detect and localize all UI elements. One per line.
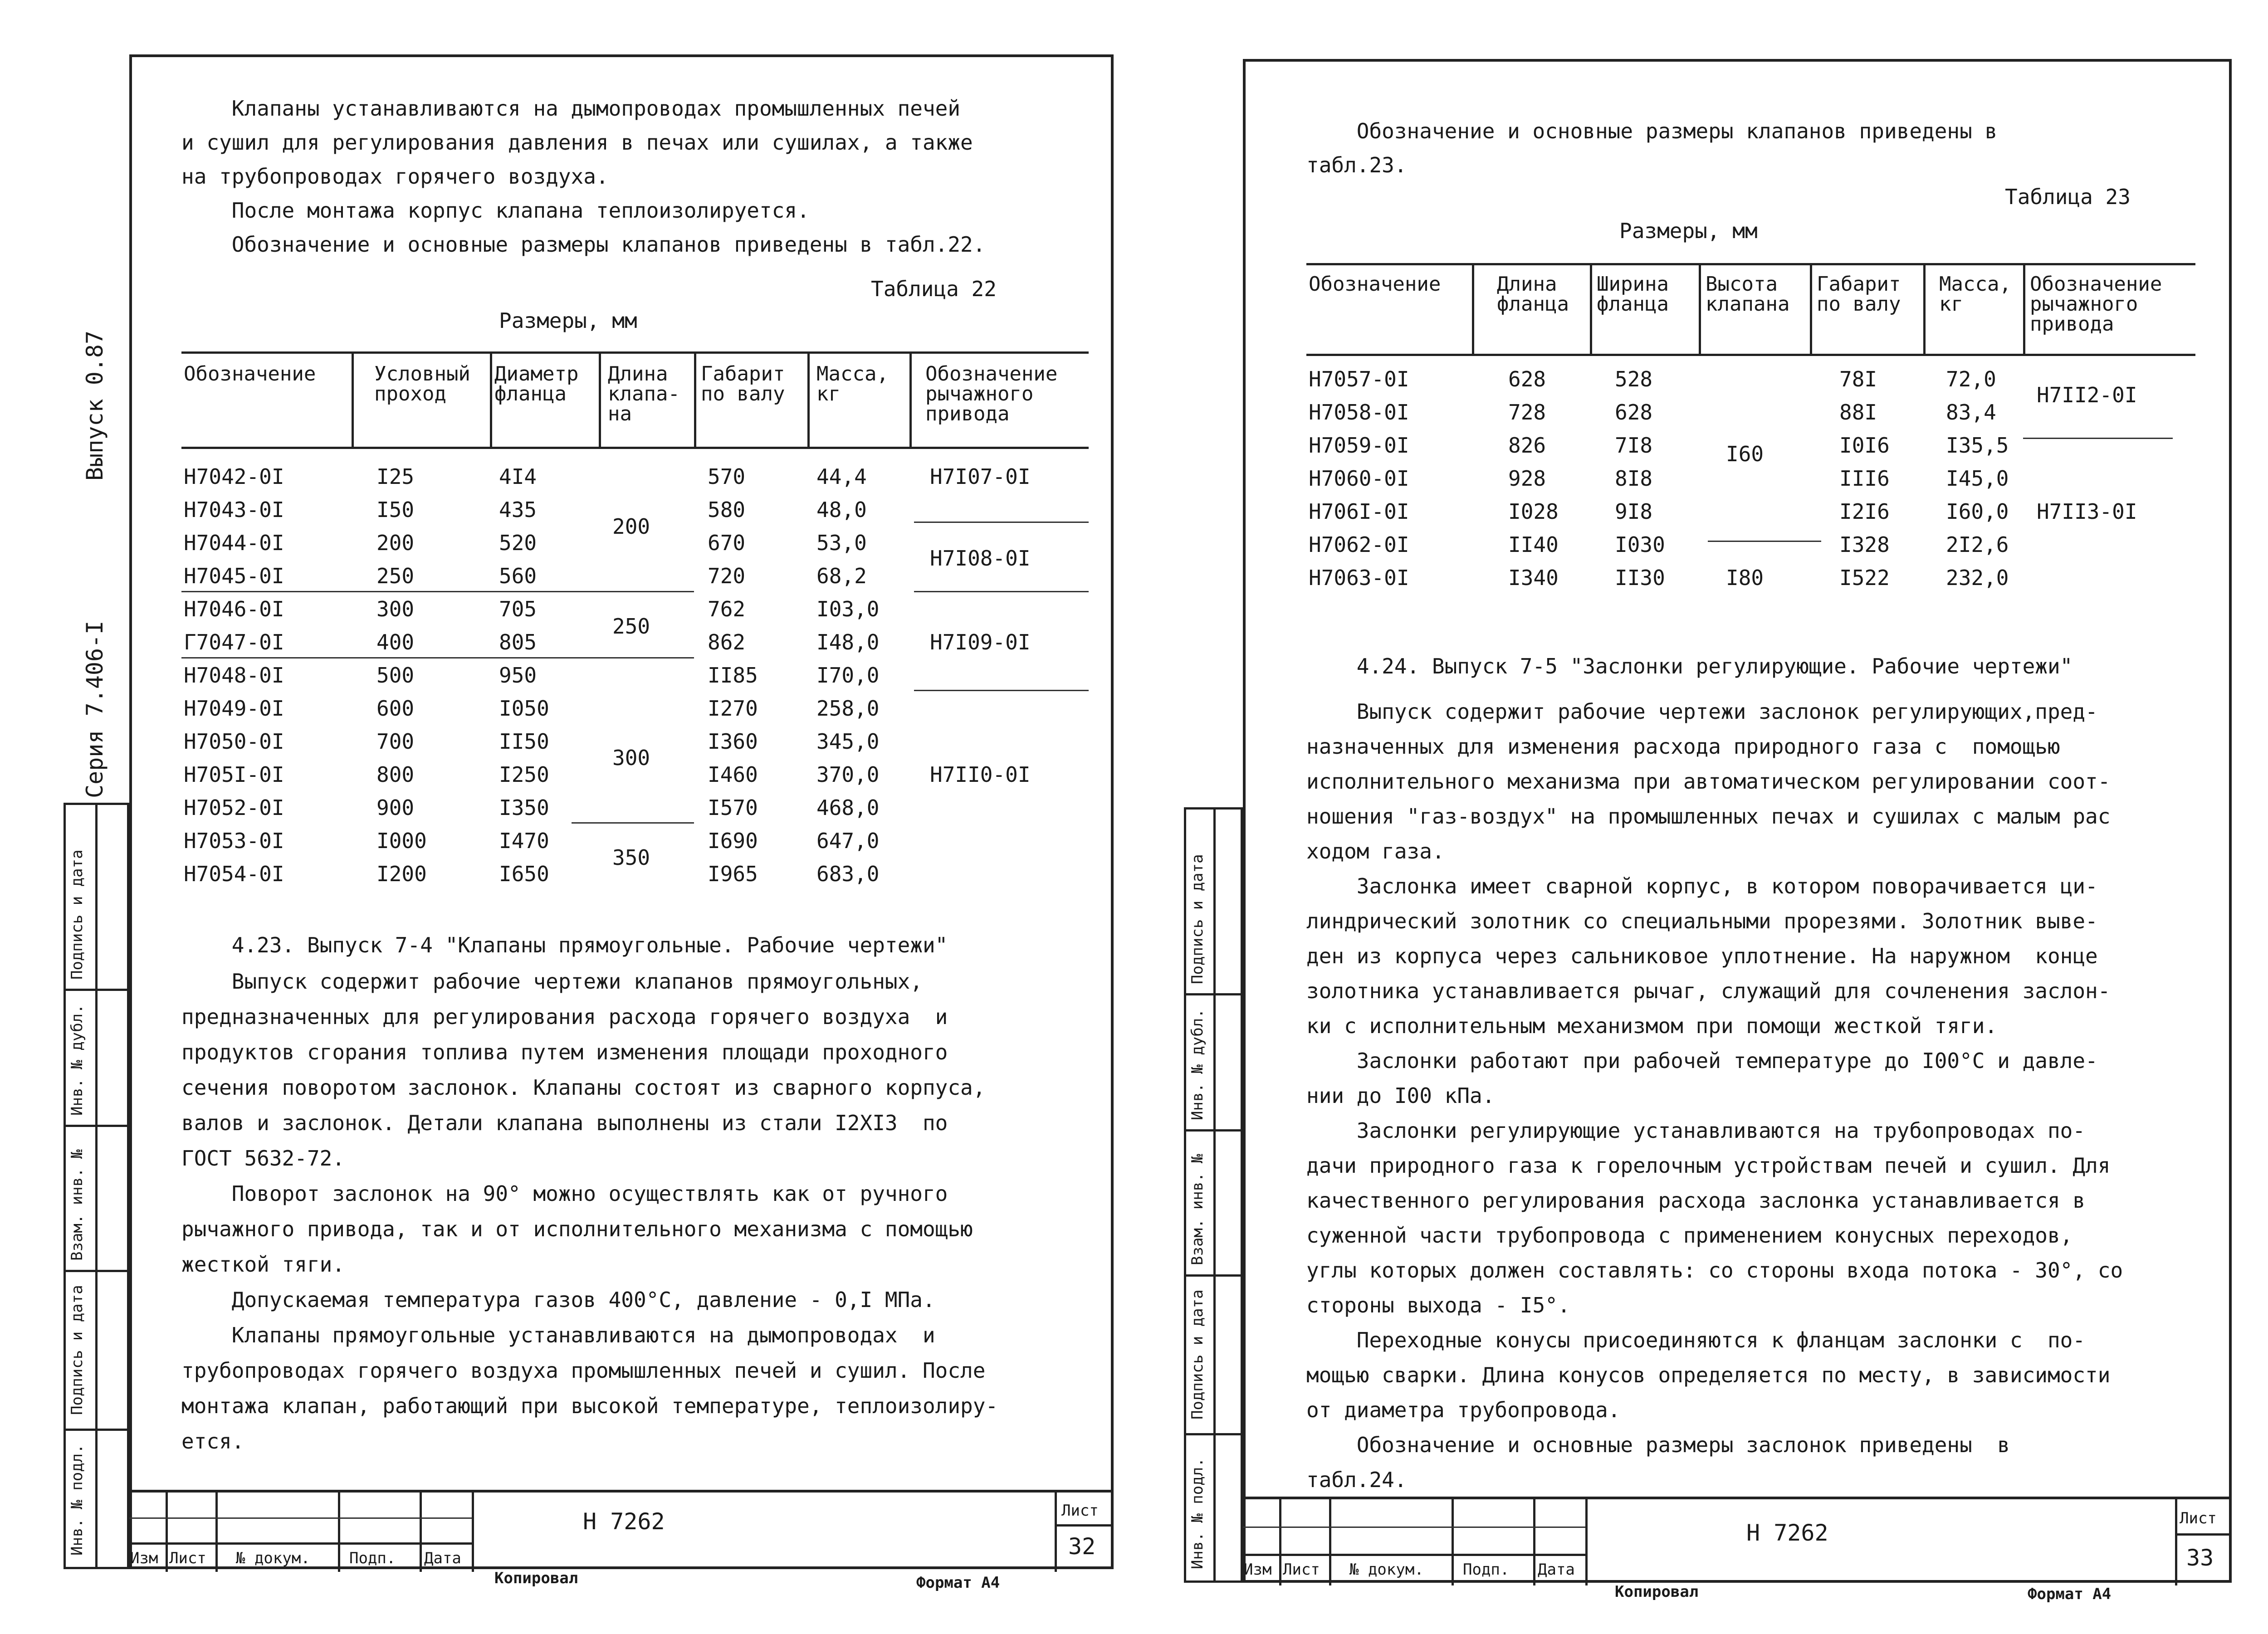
text-line: ки с исполнительным механизмом при помощи жесткой тяги. [1306, 1014, 1998, 1038]
text-line: ется. [181, 1429, 244, 1454]
cell-bore: 250 [376, 564, 415, 588]
cell-bore: 700 [376, 729, 415, 754]
cell-flange: 435 [499, 498, 537, 522]
cell-bore: 200 [376, 531, 415, 555]
stamp-doc-number: Н 7262 [1746, 1520, 1828, 1546]
cell-flange: 520 [499, 531, 537, 555]
stamp-col-doc: № докум. [1349, 1561, 1424, 1579]
th-valve-length: Длина клапа- на [608, 362, 680, 425]
cell-shaft: 762 [708, 597, 746, 621]
cell-designation: Н7049-0I [184, 696, 284, 721]
stamp-col-sign: Подп. [1463, 1561, 1510, 1579]
cell-shaft: I690 [708, 829, 758, 853]
cell-mass: I03,0 [816, 597, 880, 621]
stamp-sheet-label: Лист [2180, 1509, 2217, 1527]
left-format: Формат А4 [916, 1574, 1000, 1592]
cell-shaft: 88I [1839, 400, 1877, 424]
cell-designation: Н7043-0I [184, 498, 284, 522]
cell-mass: I35,5 [1946, 433, 2009, 458]
right-side-cell-1: Инв. № подл. [1188, 1458, 1207, 1569]
stamp-col-sheet: Лист [169, 1549, 206, 1567]
cell-flange-width: 628 [1615, 400, 1653, 424]
cell-shaft: I460 [708, 762, 758, 787]
cell-mass: 48,0 [816, 498, 867, 522]
th-flange-length: Длина фланца [1497, 273, 1569, 316]
stamp-sheet-number: 32 [1068, 1533, 1096, 1560]
cell-shaft: I570 [708, 795, 758, 820]
right-format: Формат А4 [2028, 1585, 2112, 1603]
text-line: Обозначение и основные размеры заслонок приведены в [1306, 1433, 2010, 1457]
text-line: Заслонки регулирующие устанавливаются на трубопроводах по- [1306, 1118, 2086, 1143]
cell-designation: Н706I-0I [1309, 499, 1409, 524]
cell-designation: Н7048-0I [184, 663, 284, 688]
cell-length-group: 250 [612, 614, 650, 639]
section-4-24-title: 4.24. Выпуск 7-5 "Заслонки регулирующие. Рабочие чертежи" [1306, 654, 2073, 678]
text-line: трубопроводах горячего воздуха промышленных печей и сушил. После [181, 1358, 986, 1383]
table-22 [181, 351, 1089, 900]
cell-flange-length: 728 [1508, 400, 1546, 424]
th-flange-width: Ширина фланца [1597, 273, 1669, 316]
cell-mass: 83,4 [1946, 400, 1996, 424]
th-designation: Обозначение [1309, 273, 1441, 296]
th-valve-height: Высота клапана [1706, 273, 1790, 316]
section-4-23-title: 4.23. Выпуск 7-4 "Клапаны прямоугольные. Рабочие чертежи" [181, 933, 948, 957]
stamp-col-sheet: Лист [1283, 1561, 1320, 1579]
left-side-cell-4: Инв. № дубл. [68, 1004, 86, 1116]
cell-height-group: I80 [1726, 566, 1764, 590]
cell-flange: I250 [499, 762, 549, 787]
th-mass: Масса, кг [816, 362, 889, 405]
cell-designation: Н7057-0I [1309, 367, 1409, 391]
right-stamp [1243, 1497, 2232, 1583]
cell-bore: I50 [376, 498, 415, 522]
cell-length-group: 350 [612, 845, 650, 870]
left-series-label: Серия 7.406-I [82, 620, 108, 798]
cell-flange: 4I4 [499, 464, 537, 489]
text-line: Переходные конусы присоединяются к фланцам заслонки с по- [1306, 1328, 2086, 1352]
table-22-units: Размеры, мм [499, 308, 637, 333]
cell-shaft: III6 [1839, 466, 1890, 491]
cell-flange: I050 [499, 696, 549, 721]
cell-shaft: I270 [708, 696, 758, 721]
left-issue-label: Выпуск 0.87 [82, 330, 108, 481]
cell-flange-width: 8I8 [1615, 466, 1653, 491]
stamp-col-date: Дата [424, 1549, 461, 1567]
cell-designation: Г7047-0I [184, 630, 284, 654]
cell-flange: I350 [499, 795, 549, 820]
text-line: монтажа клапан, работающий при высокой температуре, теплоизолиру- [181, 1394, 998, 1418]
th-lever-drive: Обозначение рычажного привода [925, 362, 1058, 425]
text-line: стороны выхода - I5°. [1306, 1293, 1570, 1317]
right-side-cell-5: Подпись и дата [1188, 854, 1207, 984]
cell-shaft: 570 [708, 464, 746, 489]
left-stamp [129, 1490, 1114, 1569]
cell-flange-length: II40 [1508, 532, 1559, 557]
right-side-cell-4: Инв. № дубл. [1188, 1009, 1207, 1120]
text-line: линдрический золотник со специальными прорезями. Золотник выве- [1306, 909, 2098, 933]
cell-mass: 72,0 [1946, 367, 1996, 391]
cell-mass: I45,0 [1946, 466, 2009, 491]
table-23-caption: Таблица 23 [2005, 185, 2131, 209]
cell-designation: Н7060-0I [1309, 466, 1409, 491]
cell-designation: Н7046-0I [184, 597, 284, 621]
left-side-cell-3: Взам. инв. № [68, 1149, 86, 1261]
cell-bore: 600 [376, 696, 415, 721]
cell-mass: 683,0 [816, 862, 880, 886]
text-line: продуктов сгорания топлива путем изменения площади проходного [181, 1040, 948, 1064]
text-line: дачи природного газа к горелочным устройствам печей и сушил. Для [1306, 1153, 2111, 1178]
text-line: золотника устанавливается рычаг, служащий для сочленения заслон- [1306, 979, 2111, 1003]
cell-flange-length: 826 [1508, 433, 1546, 458]
intro-line: и сушил для регулирования давления в печах или сушилах, а также [181, 130, 973, 155]
cell-mass: 370,0 [816, 762, 880, 787]
cell-drive-group: Н7I07-0I [930, 464, 1031, 489]
cell-mass: 2I2,6 [1946, 532, 2009, 557]
right-side-cell-2: Подпись и дата [1188, 1289, 1207, 1419]
cell-bore: I000 [376, 829, 427, 853]
cell-flange: 805 [499, 630, 537, 654]
cell-bore: I200 [376, 862, 427, 886]
cell-mass: 345,0 [816, 729, 880, 754]
cell-flange-width: 9I8 [1615, 499, 1653, 524]
stamp-doc-number: Н 7262 [583, 1508, 665, 1535]
text-line: жесткой тяги. [181, 1252, 345, 1277]
left-side-cell-5: Подпись и дата [68, 849, 86, 980]
cell-shaft: I522 [1839, 566, 1890, 590]
cell-mass: 53,0 [816, 531, 867, 555]
cell-designation: Н7054-0I [184, 862, 284, 886]
cell-bore: 900 [376, 795, 415, 820]
cell-designation: Н7053-0I [184, 829, 284, 853]
cell-bore: I25 [376, 464, 415, 489]
text-line: Выпуск содержит рабочие чертежи клапанов прямоугольных, [181, 969, 923, 994]
cell-shaft: 78I [1839, 367, 1877, 391]
cell-bore: 800 [376, 762, 415, 787]
text-line: от диаметра трубопровода. [1306, 1398, 1621, 1422]
intro-line: Обозначение и основные размеры клапанов приведены в табл.22. [181, 232, 986, 257]
cell-designation: Н7042-0I [184, 464, 284, 489]
cell-flange-length: I340 [1508, 566, 1559, 590]
th-designation: Обозначение [184, 362, 316, 385]
cell-length-group: 300 [612, 746, 650, 770]
stamp-col-change: Изм [130, 1549, 158, 1567]
cell-length-group: 200 [612, 514, 650, 539]
cell-flange: 705 [499, 597, 537, 621]
cell-shaft: 720 [708, 564, 746, 588]
cell-mass: 232,0 [1946, 566, 2009, 590]
text-line: валов и заслонок. Детали клапана выполнены из стали I2XI3 по [181, 1111, 948, 1135]
cell-mass: I60,0 [1946, 499, 2009, 524]
right-side-cell-3: Взам. инв. № [1188, 1154, 1207, 1265]
cell-drive-group: Н7II0-0I [930, 762, 1031, 787]
cell-flange: I470 [499, 829, 549, 853]
table-22-caption: Таблица 22 [871, 277, 997, 301]
th-nominal-bore: Условный проход [374, 362, 470, 405]
right-copied: Копировал [1615, 1583, 1699, 1601]
cell-bore: 300 [376, 597, 415, 621]
cell-mass: 258,0 [816, 696, 880, 721]
text-line: нии до I00 кПа. [1306, 1083, 1495, 1108]
cell-flange: 950 [499, 663, 537, 688]
cell-shaft: I328 [1839, 532, 1890, 557]
text-line: мощью сварки. Длина конусов определяется по месту, в зависимости [1306, 1363, 2111, 1387]
intro-line: на трубопроводах горячего воздуха. [181, 164, 609, 189]
cell-shaft: 580 [708, 498, 746, 522]
th-mass: Масса, кг [1939, 273, 2011, 316]
cell-mass: 68,2 [816, 564, 867, 588]
cell-shaft: 670 [708, 531, 746, 555]
cell-drive-group: Н7II3-0I [2037, 499, 2137, 524]
text-line: сечения поворотом заслонок. Клапаны состоят из сварного корпуса, [181, 1075, 986, 1100]
cell-height-group: I60 [1726, 442, 1764, 466]
cell-shaft: I0I6 [1839, 433, 1890, 458]
text-line: ГОСТ 5632-72. [181, 1146, 345, 1171]
intro-line: табл.23. [1306, 153, 1407, 177]
left-copied: Копировал [494, 1569, 578, 1587]
cell-mass: I48,0 [816, 630, 880, 654]
th-shaft-size: Габарит по валу [1817, 273, 1901, 316]
th-lever-drive: Обозначение рычажного привода [2030, 273, 2162, 336]
cell-shaft: II85 [708, 663, 758, 688]
intro-line: После монтажа корпус клапана теплоизолируется. [181, 198, 810, 223]
table-23-units: Размеры, мм [1619, 219, 1758, 243]
cell-shaft: I965 [708, 862, 758, 886]
cell-flange-width: I030 [1615, 532, 1665, 557]
stamp-sheet-label: Лист [1061, 1502, 1099, 1520]
text-line: ден из корпуса через сальниковое уплотнение. На наружном конце [1306, 944, 2098, 968]
cell-flange-length: 928 [1508, 466, 1546, 491]
cell-designation: Н7050-0I [184, 729, 284, 754]
cell-drive-group: Н7I09-0I [930, 630, 1031, 654]
cell-bore: 500 [376, 663, 415, 688]
right-page [1139, 0, 2268, 1634]
text-line: суженной части трубопровода с применением конусных переходов, [1306, 1223, 2073, 1248]
text-line: рычажного привода, так и от исполнительного механизма с помощью [181, 1217, 973, 1241]
cell-designation: Н7059-0I [1309, 433, 1409, 458]
cell-flange: II50 [499, 729, 549, 754]
cell-designation: Н7058-0I [1309, 400, 1409, 424]
cell-designation: Н7045-0I [184, 564, 284, 588]
cell-drive-group: Н7II2-0I [2037, 383, 2137, 407]
cell-shaft: 862 [708, 630, 746, 654]
cell-shaft: I2I6 [1839, 499, 1890, 524]
cell-mass: I70,0 [816, 663, 880, 688]
cell-designation: Н7063-0I [1309, 566, 1409, 590]
cell-drive-group: Н7I08-0I [930, 546, 1031, 571]
cell-bore: 400 [376, 630, 415, 654]
left-side-cell-2: Подпись и дата [68, 1285, 86, 1415]
cell-flange-width: 7I8 [1615, 433, 1653, 458]
cell-designation: Н7052-0I [184, 795, 284, 820]
stamp-sheet-number: 33 [2186, 1545, 2214, 1571]
text-line: Заслонки работают при рабочей температуре до I00°С и давле- [1306, 1049, 2098, 1073]
cell-designation: Н7062-0I [1309, 532, 1409, 557]
stamp-col-doc: № докум. [236, 1549, 310, 1567]
stamp-col-sign: Подп. [349, 1549, 396, 1567]
cell-designation: Н7044-0I [184, 531, 284, 555]
text-line: ходом газа. [1306, 839, 1445, 863]
text-line: углы которых должен составлять: со стороны входа потока - 30°, со [1306, 1258, 2123, 1283]
stamp-col-change: Изм [1244, 1561, 1272, 1579]
intro-line: Клапаны устанавливаются на дымопроводах промышленных печей [181, 96, 961, 121]
cell-flange-length: 628 [1508, 367, 1546, 391]
text-line: Заслонка имеет сварной корпус, в котором поворачивается ци- [1306, 874, 2098, 898]
th-flange-diameter: Диаметр фланца [494, 362, 579, 405]
intro-line: Обозначение и основные размеры клапанов приведены в [1306, 119, 1998, 143]
text-line: назначенных для изменения расхода природного газа с помощью [1306, 734, 2060, 759]
table-23 [1306, 263, 2195, 608]
text-line: Поворот заслонок на 90° можно осуществлять как от ручного [181, 1181, 948, 1206]
cell-mass: 468,0 [816, 795, 880, 820]
th-shaft-size: Габарит по валу [701, 362, 785, 405]
text-line: Допускаемая температура газов 400°С, давление - 0,I МПа. [181, 1288, 935, 1312]
text-line: исполнительного механизма при автоматическом регулировании соот- [1306, 769, 2111, 794]
cell-flange-width: 528 [1615, 367, 1653, 391]
cell-flange: 560 [499, 564, 537, 588]
text-line: предназначенных для регулирования расхода горячего воздуха и [181, 1005, 948, 1029]
left-side-cell-1: Инв. № подл. [68, 1444, 86, 1556]
text-line: Выпуск содержит рабочие чертежи заслонок регулирующих,пред- [1306, 699, 2098, 724]
cell-shaft: I360 [708, 729, 758, 754]
cell-flange-width: II30 [1615, 566, 1665, 590]
cell-designation: Н705I-0I [184, 762, 284, 787]
cell-flange: I650 [499, 862, 549, 886]
text-line: табл.24. [1306, 1468, 1407, 1492]
text-line: ношения "газ-воздух" на промышленных печах и сушилах с малым рас [1306, 804, 2111, 829]
cell-flange-length: I028 [1508, 499, 1559, 524]
stamp-col-date: Дата [1538, 1561, 1575, 1579]
text-line: качественного регулирования расхода заслонка устанавливается в [1306, 1188, 2086, 1213]
cell-mass: 647,0 [816, 829, 880, 853]
text-line: Клапаны прямоугольные устанавливаются на дымопроводах и [181, 1323, 935, 1347]
cell-mass: 44,4 [816, 464, 867, 489]
